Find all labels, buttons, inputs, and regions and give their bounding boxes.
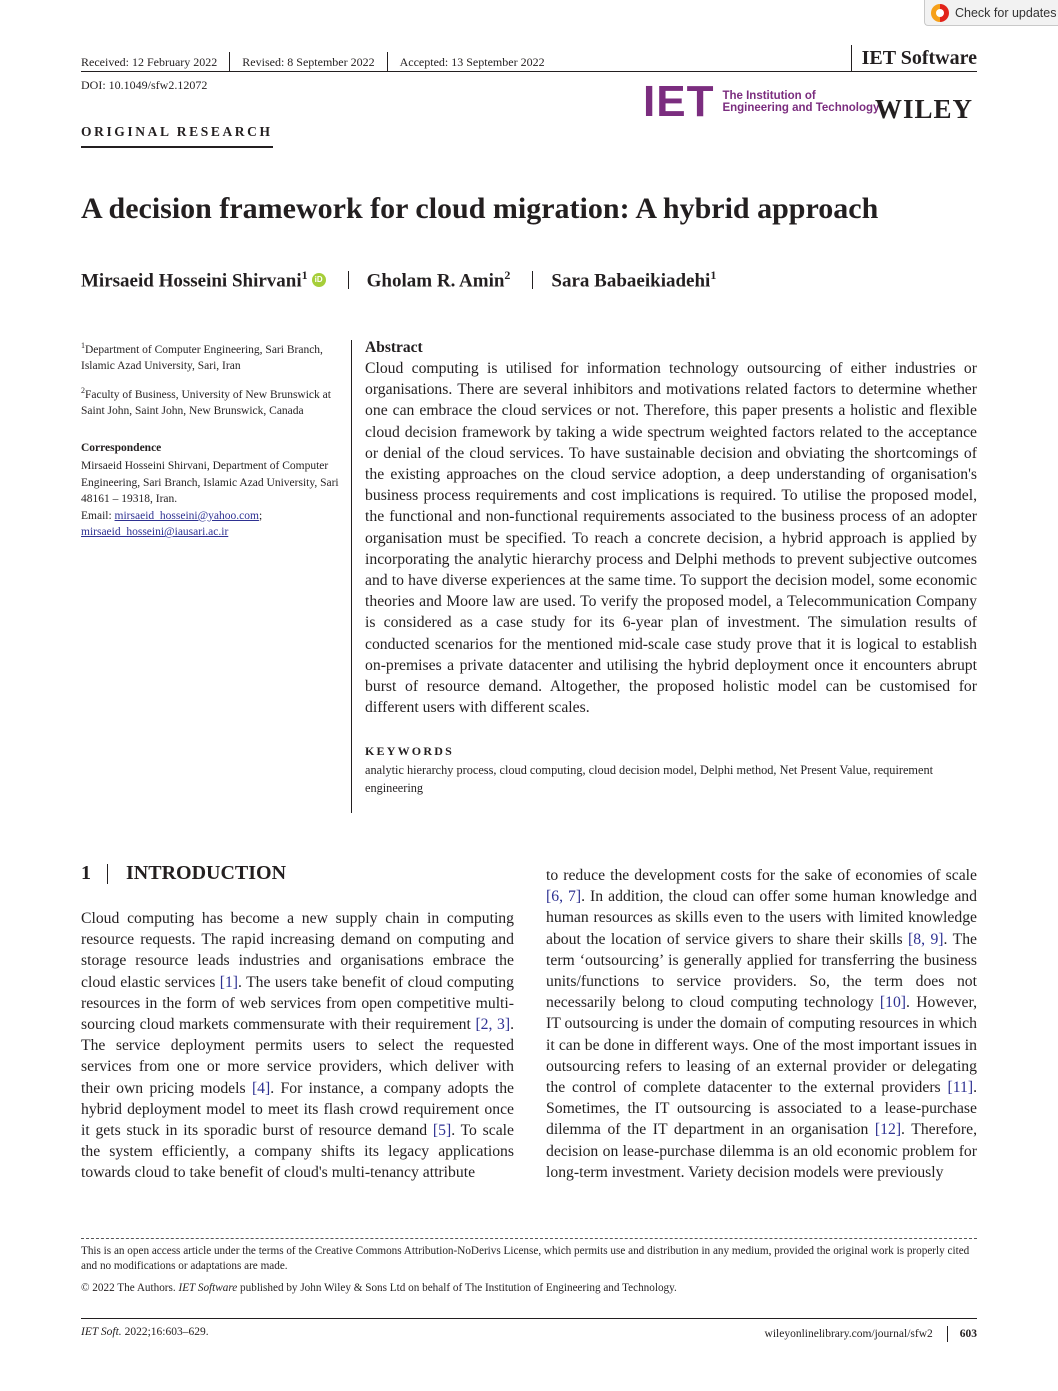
citation-link[interactable]: [5]: [432, 1122, 452, 1140]
author-affil-sup: 2: [504, 268, 511, 282]
author-list: [81, 268, 716, 292]
text-run: . The users take benefit of cloud computing resources in the form of web services from open competitive multi-sourcing cloud markets commensurate with their requirement: [81, 973, 514, 1034]
header-rule: [81, 71, 977, 72]
correspondence-heading: Correspondence: [81, 441, 162, 454]
author-2[interactable]: [367, 268, 511, 292]
wiley-logo: WILEY: [875, 94, 974, 124]
author-name: Gholam R. Amin: [366, 270, 505, 292]
abstract-divider: [351, 340, 352, 813]
text-run: . In addition, the cloud can offer some human knowledge and human resources as skills even to the users with limited knowledge about the location of service givers to share their skills: [546, 888, 977, 948]
author-affil-sup: 1: [710, 268, 717, 282]
text-run: . Sometimes, the IT outsourcing is associated to a lease-purchase dilemma of the IT department in an organisation: [546, 1079, 977, 1139]
keywords-heading: KEYWORDS: [365, 744, 454, 759]
footnote-rule: [81, 1238, 977, 1239]
copyright-line: [81, 1281, 977, 1296]
journal-url-link[interactable]: wileyonlinelibrary.com/journal/sfw2: [764, 1328, 933, 1340]
divider: [851, 45, 852, 71]
check-for-updates-button[interactable]: [924, 0, 1058, 26]
iet-logo-line1: The Institution of: [722, 90, 816, 102]
section-number: 1: [81, 862, 91, 884]
citation-link[interactable]: [4]: [251, 1079, 271, 1097]
citation-link[interactable]: [2, 3]: [475, 1016, 511, 1034]
intro-paragraph: [546, 865, 977, 1183]
text-run: . However, IT outsourcing is under the domain of computing resources in which it can be done in different ways. One of the most important issues in outsourcing refers to leasing of an external provider or delegating the control of complete datacenter to the external providers: [546, 994, 977, 1097]
text-run: . To scale the system efficiently, a company shifts its legacy applications towards cloud to take benefit of cloud's multi-tenancy attribute: [81, 1122, 514, 1182]
citation-info: [81, 1326, 209, 1338]
abstract: [365, 338, 977, 797]
cite-details: 2022;16:603–629.: [121, 1326, 209, 1338]
affil-sup: 2: [81, 385, 85, 395]
iet-logo-line2: Engineering and Technology: [722, 102, 880, 114]
revised-date: Revised: 8 September 2022: [242, 54, 375, 69]
iet-logo-text: [722, 90, 879, 114]
intro-paragraph: [81, 908, 514, 1184]
divider: [532, 271, 533, 289]
section-label: ORIGINAL RESEARCH: [81, 124, 273, 148]
section-title: INTRODUCTION: [126, 862, 287, 884]
citation-link[interactable]: [6, 7]: [546, 888, 582, 906]
license-text: This is an open access article under the terms of the Creative Commons Attribution-NoDerivs License, which permits use and distribution in any medium, provided the original work is properly cited and no modifications or adaptations are made.: [81, 1245, 970, 1272]
affiliations: [81, 338, 339, 549]
orcid-icon[interactable]: iD: [312, 273, 326, 287]
affil-text: Faculty of Business, University of New Brunswick at Saint John, Saint John, New Brunswick, Canada: [81, 388, 331, 418]
author-name: Sara Babaeikiadehi: [551, 270, 711, 292]
divider: [229, 52, 230, 72]
email-link-1[interactable]: mirsaeid_hosseini@yahoo.com: [114, 509, 259, 522]
citation-link[interactable]: [8, 9]: [908, 930, 944, 948]
citation-link[interactable]: [12]: [874, 1121, 902, 1139]
keywords-text: analytic hierarchy process, cloud computing, cloud decision model, Delphi method, Net Present Value, requirement engineering: [365, 763, 934, 796]
text-run: . Therefore, decision on lease-purchase dilemma is an old economic problem for long-term investment. Variety decision models were previously: [546, 1121, 977, 1181]
text-run: to reduce the development costs for the sake of economies of scale: [546, 867, 977, 884]
introduction-heading: [81, 862, 286, 885]
text-run: . The term ‘outsourcing’ is generally applied for transferring the business units/functions to service providers. So, the term does not necessarily belong to cloud computing technology: [546, 930, 978, 1012]
article-title: A decision framework for cloud migration: A hybrid approach: [81, 192, 879, 225]
received-date: Received: 12 February 2022: [81, 54, 218, 69]
divider: [107, 864, 108, 884]
text-run: © 2022 The Authors.: [81, 1282, 179, 1294]
intro-right-column: [546, 865, 977, 1183]
journal-name: [851, 45, 977, 71]
email-sep: ;: [258, 509, 263, 522]
citation-link[interactable]: [10]: [879, 994, 907, 1012]
abstract-text: Cloud computing is utilised for information technology outsourcing of either industries or organisations. There are several inhibitors and motivations related factors to determine whether one can embrace the cloud services or not. Therefore, this paper presents a holistic and flexible cloud decision framework by taking a wide spectrum weighted factors related to the acceptance or denial of the cloud services. To have sustainable decision and obviating the shortcomings of the existing approaches on the cloud service adoption, a deep understanding of organisation's business process requirements and cost implications is required. To utilise the proposed model, the functional and non-functional requirements associated to the business process of an adopter organisation must be specified. To reach a concrete decision, a hybrid approach is applied by incorporating the analytic hierarchy process and Delphi methods to prevent subjective outcomes and to have diverse experiences at the same time. To support the decision model, some economic theories and Moore law are used. To verify the proposed model, a Telecommunication Company is considered as a case study for its 6-year plan of investment. The simulation results of conducted scenarios for the mentioned mid-scale case study prove that it is logical to establish on-premises a private datacenter and utilising the hybrid deployment once it encounters abrupt burst of resource demand. Altogether, the proposed holistic model can be customised for different users with different scales.: [365, 360, 977, 717]
citation-link[interactable]: [1]: [219, 973, 239, 991]
affil-text: Department of Computer Engineering, Sari Branch, Islamic Azad University, Sari, Iran: [81, 343, 323, 373]
text-run: Cloud computing has become a new supply chain in computing resource requests. The rapid increasing demand on computing and storage resource leads industries and organisations embrace the cloud elastic services: [81, 910, 514, 991]
accepted-date: Accepted: 13 September 2022: [399, 54, 545, 69]
check-for-updates-label: Check for updates: [955, 5, 1057, 20]
author-name: Mirsaeid Hosseini Shirvani: [81, 270, 302, 292]
text-run: . The service deployment permits users to select the requested services from one or more service providers, which deliver with their own pricing models: [81, 1016, 515, 1097]
affiliation-2: [81, 383, 339, 420]
citation-link[interactable]: [11]: [947, 1079, 974, 1097]
iet-logo-letters: IET: [643, 77, 715, 126]
cite-journal: IET Soft.: [81, 1326, 122, 1338]
doi: DOI: 10.1049/sfw2.12072: [81, 78, 208, 92]
divider: [947, 1326, 948, 1342]
text-run: published by John Wiley & Sons Ltd on behalf of The Institution of Engineering and Technology.: [237, 1282, 677, 1294]
affil-sup: 1: [81, 341, 85, 350]
divider: [387, 52, 388, 72]
footer-right: [765, 1326, 977, 1342]
author-3[interactable]: [551, 268, 716, 292]
affiliation-1: [81, 338, 339, 375]
footer-rule: [81, 1318, 977, 1319]
author-1[interactable]: [81, 268, 308, 292]
email-link-2[interactable]: mirsaeid_hosseini@iausari.ac.ir: [81, 526, 229, 539]
crossmark-icon: [931, 4, 949, 22]
correspondence-address: Mirsaeid Hosseini Shirvani, Department of Computer Engineering, Sari Branch, Islamic Azad University, Sari 48161 – 19318, Iran.: [81, 460, 339, 506]
intro-left-column: [81, 908, 514, 1184]
page-number: 603: [959, 1328, 977, 1340]
divider: [348, 271, 349, 289]
article-history: [81, 52, 545, 72]
iet-logo: [643, 77, 880, 126]
journal-italic: IET Software: [178, 1282, 238, 1294]
license-notice: [81, 1244, 977, 1303]
correspondence-text: [81, 458, 339, 541]
author-affil-sup: 1: [301, 268, 308, 282]
text-run: . For instance, a company adopts the hybrid deployment model to meet its flash crowd requirement once it gets stuck in its sporadic burst of resource demand: [81, 1079, 515, 1140]
journal-title: IET Software: [861, 46, 977, 69]
email-label: Email:: [81, 509, 115, 522]
abstract-heading: Abstract: [365, 339, 423, 356]
